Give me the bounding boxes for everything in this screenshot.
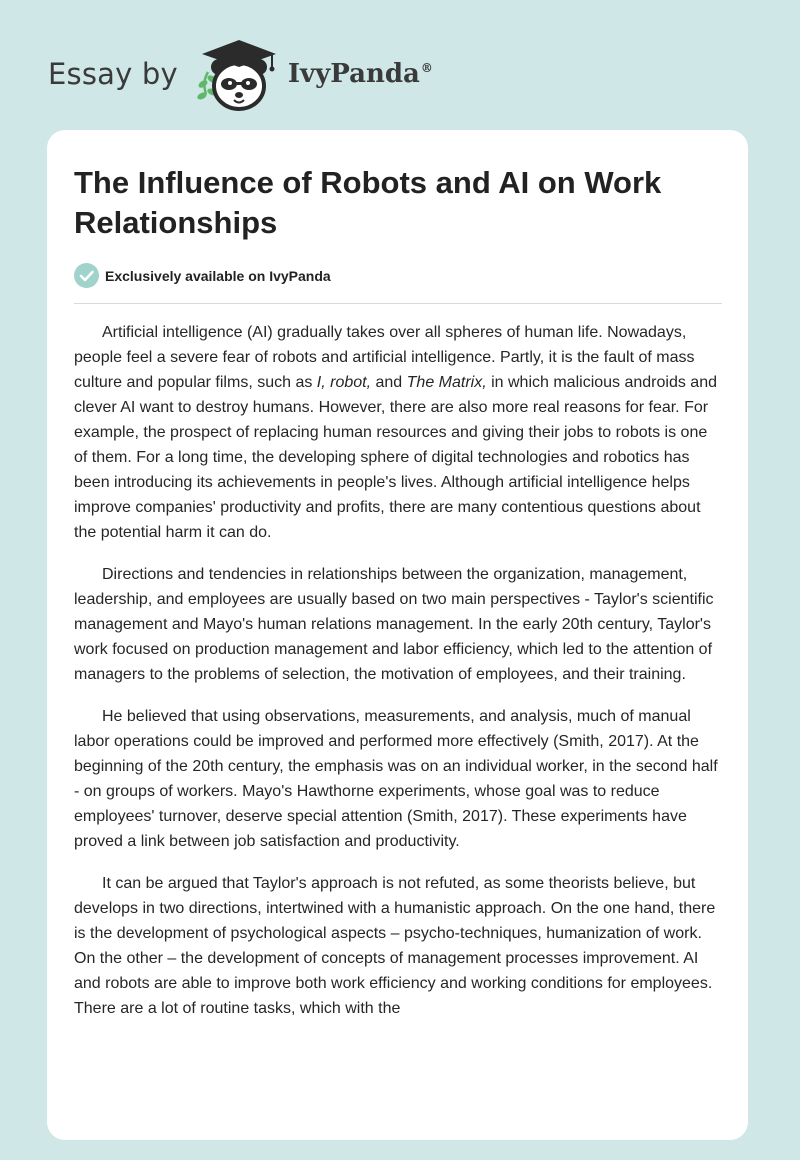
registered-mark: ® xyxy=(420,61,433,76)
essay-card xyxy=(47,130,748,1140)
site-header xyxy=(48,34,433,114)
brand-name-text: IvyPanda xyxy=(287,59,420,89)
paragraph xyxy=(74,562,724,687)
essay-title: The Influence of Robots and AI on Work Relationships xyxy=(74,165,662,240)
italic-title: The Matrix, xyxy=(406,374,487,391)
text-run: He believed that using observations, measurements, and analysis, much of manual labor operations could be improved and performed more effectively (Smith, 2017). At the beginning of the 20th century, the emphasis was on an individual worker, in the second half - on groups of workers. Mayo's Hawthorne experiments, whose goal was to reduce employees' turnover, deserve special attention (Smith, 2017). These experiments have proved a link between job satisfaction and productivity. xyxy=(74,708,718,850)
panda-logo-icon[interactable] xyxy=(192,34,284,114)
brand-name[interactable] xyxy=(288,59,433,89)
paragraph xyxy=(74,704,724,854)
divider xyxy=(74,303,722,304)
check-circle-icon xyxy=(74,263,99,288)
text-run: and xyxy=(371,374,407,391)
paragraph xyxy=(74,320,724,545)
italic-title: I, robot, xyxy=(316,374,372,391)
text-run: Directions and tendencies in relationships between the organization, management, leadership, and employees are usually based on two main perspectives - Taylor's scientific management and Mayo's human relations management. In the early 20th century, Taylor's work focused on production management and labor efficiency, which led to the attention of managers to the problems of selection, the motivation of employees, and their training. xyxy=(74,566,714,683)
text-run: in which malicious androids and clever AI want to destroy humans. However, there are also more real reasons for fear. For example, the prospect of replacing human resources and giving their jobs to robots is one of them. For a long time, the developing sphere of digital technologies and robotics has been introducing its achievements in people's lives. Although artificial intelligence helps improve companies' productivity and profits, there are many contentious questions about the potential harm it can do. xyxy=(74,374,717,541)
exclusive-label: Exclusively available on IvyPanda xyxy=(105,267,331,284)
text-run: Artificial intelligence (AI) gradually takes over all spheres of human life. Nowadays, people feel a severe fear of robots and artificial intelligence. Partly, it is the fault of mass culture and popular films, such as xyxy=(74,324,695,391)
paragraph xyxy=(74,871,724,1021)
text-run: It can be argued that Taylor's approach is not refuted, as some theorists believe, but develops in two directions, intertwined with a humanistic approach. On the one hand, there is the development of psychological aspects – psycho-techniques, humanization of work. On the other – the development of concepts of management processes improvement. AI and robots are able to improve both work efficiency and working conditions for employees. There are a lot of routine tasks, which with the xyxy=(74,875,716,1017)
essay-by-label: Essay by xyxy=(48,57,178,91)
essay-body xyxy=(74,320,724,1038)
exclusive-badge xyxy=(74,263,331,288)
